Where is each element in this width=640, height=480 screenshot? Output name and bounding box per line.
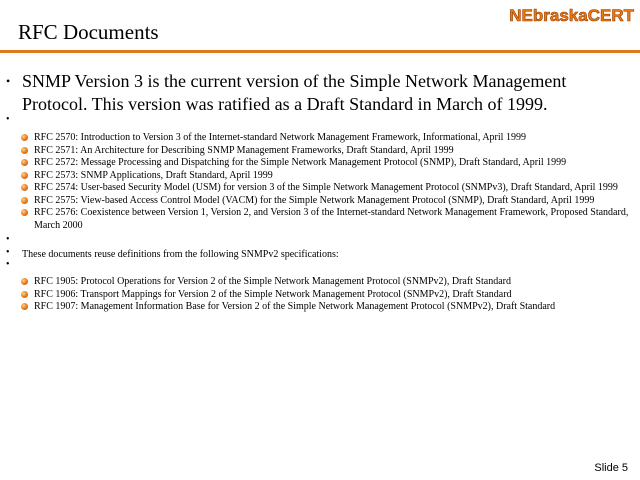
orange-ball-bullet-icon bbox=[21, 278, 28, 285]
orange-ball-bullet-icon bbox=[21, 291, 28, 298]
rfc-entry-text: RFC 2576: Coexistence between Version 1, Version 2, and Version 3 of the Internet-standard Network Management Framework, Proposed Standard, March 2000 bbox=[34, 207, 629, 231]
orange-ball-bullet-icon bbox=[21, 134, 28, 141]
list-item bbox=[34, 289, 632, 302]
bullet-icon: • bbox=[6, 247, 10, 258]
bullet-icon: • bbox=[6, 74, 11, 88]
list-item bbox=[34, 157, 632, 170]
bullet-icon: • bbox=[6, 114, 10, 125]
nebraskacert-logo: NEbraskaCERT bbox=[509, 6, 634, 25]
intro-text: SNMP Version 3 is the current version of the Simple Network Management Protocol. This version was ratified as a Draft Standard in March of 1999. bbox=[22, 71, 567, 114]
orange-ball-bullet-icon bbox=[21, 209, 28, 216]
title-divider bbox=[0, 50, 640, 53]
list-item bbox=[34, 276, 632, 289]
rfc-entry-text: RFC 2570: Introduction to Version 3 of the Internet-standard Network Management Framework, Informational, April 1999 bbox=[34, 132, 526, 143]
reuse-text: These documents reuse definitions from the following SNMPv2 specifications: bbox=[22, 249, 339, 260]
list-item bbox=[34, 182, 632, 195]
orange-ball-bullet-icon bbox=[21, 303, 28, 310]
rfc-entry-text: RFC 1907: Management Information Base for Version 2 of the Simple Network Management Protocol (SNMPv2), Draft Standard bbox=[34, 301, 556, 312]
list-item bbox=[34, 301, 632, 314]
empty-bullet-line bbox=[0, 236, 640, 248]
rfc-entry-text: RFC 2572: Message Processing and Dispatching for the Simple Network Management Protocol (SNMP), Draft Standard, April 1999 bbox=[34, 157, 567, 168]
list-item bbox=[34, 195, 632, 208]
orange-ball-bullet-icon bbox=[21, 159, 28, 166]
orange-ball-bullet-icon bbox=[21, 184, 28, 191]
reuse-item bbox=[0, 248, 640, 261]
list-item bbox=[34, 207, 632, 232]
empty-bullet-line bbox=[0, 116, 640, 128]
slide-title: RFC Documents bbox=[18, 20, 159, 44]
rfc-entry-text: RFC 1906: Transport Mappings for Version 2 of the Simple Network Management Protocol (SNMPv2), Draft Standard bbox=[34, 288, 512, 300]
rfc-entry-text: RFC 2571: An Architecture for Describing SNMP Management Frameworks, Draft Standard, April 1999 bbox=[34, 144, 454, 156]
slide-content bbox=[0, 70, 640, 314]
rfc-entry-text: RFC 2574: User-based Security Model (USM) for version 3 of the Simple Network Management Protocol (SNMPv3), Draft Standard, April 1999 bbox=[34, 182, 618, 193]
snmpv3-rfc-list bbox=[0, 132, 640, 232]
rfc-entry-text: RFC 2575: View-based Access Control Model (VACM) for the Simple Network Management Protocol (SNMP), Draft Standard, April 1999 bbox=[34, 194, 595, 206]
slide-number: Slide 5 bbox=[594, 462, 628, 474]
intro-item bbox=[0, 70, 640, 116]
bullet-icon: • bbox=[6, 234, 10, 245]
list-item bbox=[34, 170, 632, 183]
orange-ball-bullet-icon bbox=[21, 197, 28, 204]
list-item bbox=[34, 145, 632, 158]
orange-ball-bullet-icon bbox=[21, 147, 28, 154]
orange-ball-bullet-icon bbox=[21, 172, 28, 179]
snmpv2-rfc-list bbox=[0, 276, 640, 314]
rfc-entry-text: RFC 2573: SNMP Applications, Draft Standard, April 1999 bbox=[34, 169, 273, 181]
list-item bbox=[34, 132, 632, 145]
empty-bullet-line bbox=[0, 261, 640, 273]
bullet-icon: • bbox=[6, 259, 10, 270]
rfc-entry-text: RFC 1905: Protocol Operations for Version 2 of the Simple Network Management Protocol (SNMPv2), Draft Standard bbox=[34, 276, 511, 287]
